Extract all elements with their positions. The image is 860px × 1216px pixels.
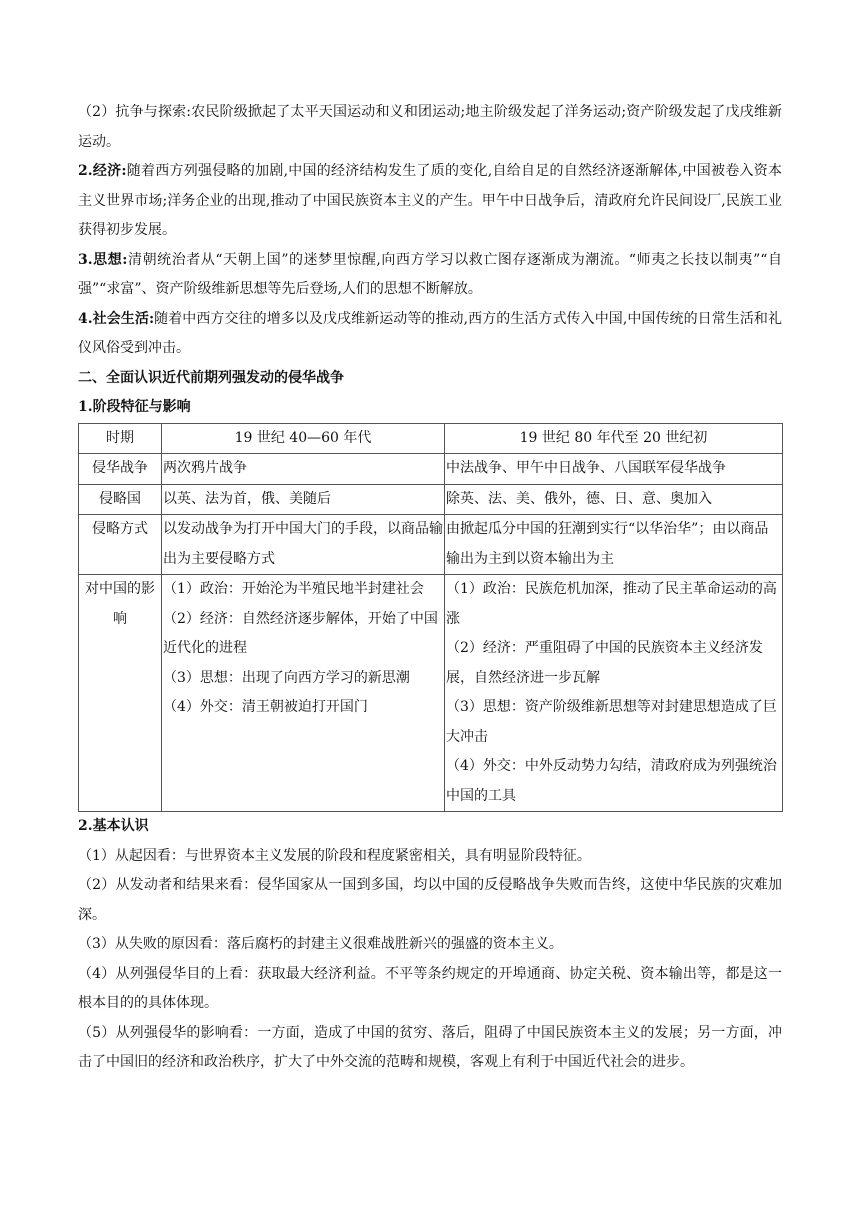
social-text: 随着中西方交往的增多以及戊戌维新运动等的推动,西方的生活方式传入中国,中国传统的日常生活和礼仪风俗受到冲击。 <box>78 310 782 356</box>
list-item: （2）经济：严重阻碍了中国的民族资本主义经济发展，自然经济进一步瓦解 <box>446 640 763 686</box>
table-cell: 以发动战争为打开中国大门的手段，以商品输出为主要侵略方式 <box>162 515 445 575</box>
list-item: （1）政治：开始沦为半殖民地半封建社会 <box>163 581 424 597</box>
table-cell: 侵略国 <box>79 484 162 515</box>
list-item: （3）思想：出现了向西方学习的新思潮 <box>163 669 410 686</box>
economy-label: 2.经济: <box>78 163 127 179</box>
table-cell: 19 世纪 80 年代至 20 世纪初 <box>445 423 783 454</box>
table-row <box>79 575 783 812</box>
paragraph-social <box>78 305 782 364</box>
table-cell: 由掀起瓜分中国的狂潮到实行“以华治华”；由以商品输出为主到以资本输出为主 <box>445 515 783 575</box>
table-row <box>79 484 783 515</box>
table-cell <box>162 575 445 812</box>
table-cell: 除英、法、美、俄外，德、日、意、奥加入 <box>445 484 783 515</box>
list-item: （4）外交：中外反动势力勾结，清政府成为列强统治中国的工具 <box>446 758 777 804</box>
thought-text: 清朝统治者从“天朝上国”的迷梦里惊醒,向西方学习以救亡图存逐渐成为潮流。“师夷之长技以制夷”“自强”“求富”、资产阶级维新思想等先后登场,人们的思想不断解放。 <box>78 251 782 297</box>
subsection-2-title: 2.基本认识 <box>78 818 149 834</box>
table-cell: 侵略方式 <box>79 515 162 575</box>
table-cell: 以英、法为首，俄、美随后 <box>162 484 445 515</box>
paragraph-economy <box>78 157 782 246</box>
paragraph-struggle: （2）抗争与探索:农民阶级掀起了太平天国运动和义和团运动;地主阶级发起了洋务运动;资产阶级发起了戊戌维新运动。 <box>78 104 782 150</box>
table-row <box>79 515 783 575</box>
document-page <box>78 98 782 1078</box>
paragraph-thought <box>78 246 782 305</box>
table-row <box>79 454 783 485</box>
comparison-table <box>78 423 783 813</box>
table-cell <box>445 575 783 812</box>
point-item: （4）从列强侵华目的上看：获取最大经济利益。不平等条约规定的开埠通商、协定关税、资本输出等，都是这一根本目的的具体体现。 <box>78 965 782 1011</box>
section-2-title: 二、全面认识近代前期列强发动的侵华战争 <box>78 369 344 386</box>
point-item: （3）从失败的原因看：落后腐朽的封建主义很难战胜新兴的强盛的资本主义。 <box>78 936 563 952</box>
table-cell: 对中国的影响 <box>79 575 162 812</box>
table-cell: 时期 <box>79 423 162 454</box>
economy-text: 随着西方列强侵略的加剧,中国的经济结构发生了质的变化,自给自足的自然经济逐渐解体,中国被卷入资本主义世界市场;洋务企业的出现,推动了中国民族资本主义的产生。甲午中日战争后，清政府允许民间设厂,民族工业获得初步发展。 <box>78 163 782 238</box>
thought-label: 3.思想: <box>78 251 128 268</box>
point-item: （1）从起因看：与世界资本主义发展的阶段和程度紧密相关，具有明显阶段特征。 <box>78 847 591 864</box>
list-item: （4）外交：清王朝被迫打开国门 <box>163 699 368 715</box>
table-cell: 两次鸦片战争 <box>162 454 445 485</box>
subsection-1-title: 1.阶段特征与影响 <box>78 399 191 415</box>
list-item: （3）思想：资产阶级维新思想等对封建思想造成了巨大冲击 <box>446 699 777 745</box>
table-cell: 中法战争、甲午中日战争、八国联军侵华战争 <box>445 454 783 485</box>
table-cell: 侵华战争 <box>79 454 162 485</box>
list-item: （1）政治：民族危机加深，推动了民主革命运动的高涨 <box>446 581 777 627</box>
table-header-row <box>79 423 783 454</box>
point-item: （2）从发动者和结果来看：侵华国家从一国到多国，均以中国的反侵略战争失败而告终，这使中华民族的灾难加深。 <box>78 877 782 923</box>
point-item: （5）从列强侵华的影响看：一方面，造成了中国的贫穷、落后，阻碍了中国民族资本主义的发展；另一方面，冲击了中国旧的经济和政治秩序，扩大了中外交流的范畴和规模，客观上有利于中国近代社会的进步。 <box>78 1024 782 1070</box>
table-cell: 19 世纪 40—60 年代 <box>162 423 445 454</box>
list-item: （2）经济：自然经济逐步解体，开始了中国近代化的进程 <box>163 610 438 656</box>
social-label: 4.社会生活: <box>78 310 155 327</box>
